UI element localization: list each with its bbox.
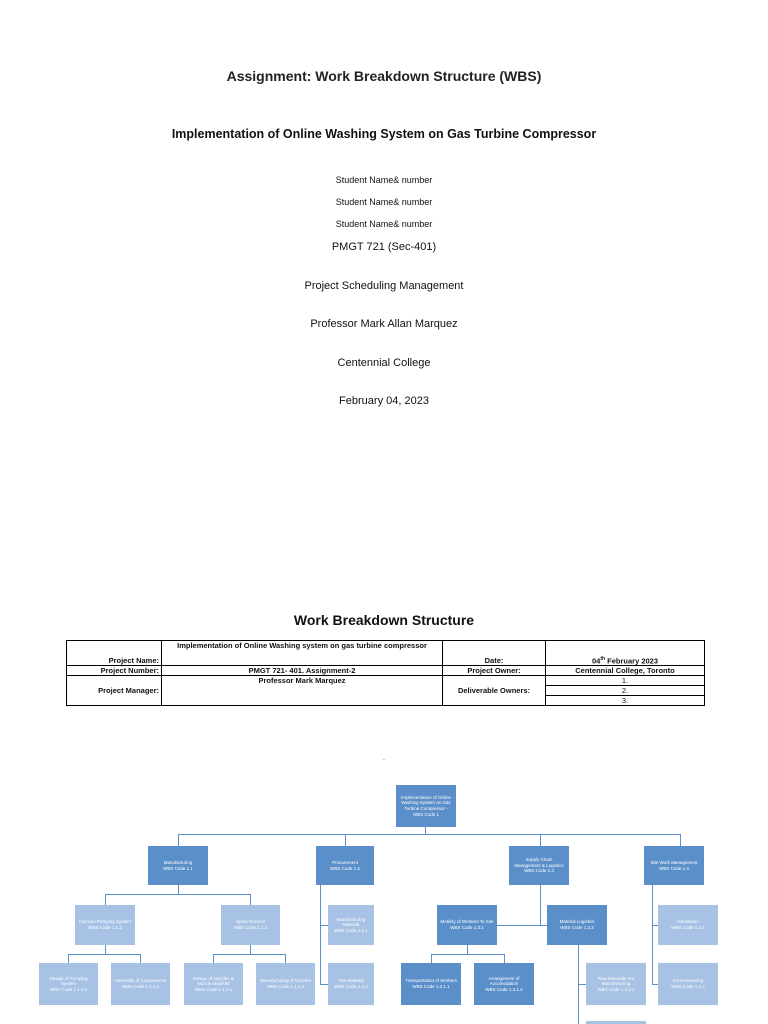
connector: [578, 984, 586, 985]
connector: [345, 834, 346, 846]
wbs-node-1-1: Manufacturing WBS Code 1.1: [148, 846, 208, 885]
project-owner-label: Project Owner:: [443, 666, 546, 676]
project-manager-value: Professor Mark Marquez: [162, 676, 443, 706]
connector: [467, 945, 468, 954]
submission-date: February 04, 2023: [339, 395, 429, 407]
connector: [105, 894, 106, 905]
connector: [320, 984, 328, 985]
wbs-node-1-1-1-2: Assembly of Components WBS Code 1.1.1.2: [111, 963, 170, 1005]
wbs-root-node: Implementation of Online Washing System on Gas Turbine Compressor - WBS Code 1: [396, 785, 456, 827]
connector: [178, 834, 680, 835]
connector: [504, 954, 505, 963]
wbs-node-1-2: Procurement WBS Code 1.2: [316, 846, 374, 885]
connector: [178, 834, 179, 846]
connector: [652, 885, 653, 984]
connector: [285, 954, 286, 963]
project-manager-label: Project Manager:: [67, 676, 162, 706]
wbs-heading: Work Breakdown Structure: [293, 612, 475, 628]
connector: [105, 945, 106, 954]
project-name-value: Implementation of Online Washing system on gas turbine compressor: [162, 641, 443, 666]
connector: [250, 945, 251, 954]
connector: [68, 954, 69, 963]
project-info-table: [66, 640, 705, 706]
connector: [431, 954, 505, 955]
connector: [497, 925, 547, 926]
connector: [680, 834, 681, 846]
wbs-node-1-1-2: Spray Nozzles WBS Code 1.1.2: [221, 905, 280, 945]
wbs-node-1-3-1-1: Transportation of Workers WBS Code 1.3.1.1: [401, 963, 461, 1005]
project-number-value: PMGT 721- 401. Assignment-2: [162, 666, 443, 676]
course-name: Project Scheduling Management: [304, 280, 464, 292]
deliverable-owner-1: 1.: [546, 676, 705, 686]
wbs-node-1-1-2-1: Design of Nozzles & Nozzle Manifold WBS Code 1.1.2.1: [184, 963, 243, 1005]
wbs-node-1-2-1: Manufacturing Material WBS Code 1.2.1: [328, 905, 374, 945]
date-label: Date:: [443, 641, 546, 666]
project-owner-value: Centennial College, Toronto: [546, 666, 705, 676]
connector: [213, 954, 285, 955]
connector: [250, 894, 251, 905]
deliverable-owners-label: Deliverable Owners:: [443, 676, 546, 706]
student-name-1: Student Name& number: [335, 175, 433, 185]
deliverable-owner-2: 2.: [546, 686, 705, 696]
project-number-label: Project Number:: [67, 666, 162, 676]
connector: [431, 954, 432, 963]
wbs-node-1-3: Supply Chain Management & Logistics WBS Code 1.3: [509, 846, 569, 885]
professor-name: Professor Mark Allan Marquez: [310, 318, 458, 330]
connector: [213, 954, 214, 963]
wbs-node-1-3-2: Material Logistics WBS Code 1.3.2: [547, 905, 607, 945]
date-value: 04th February 2023: [546, 641, 705, 666]
connector: [320, 885, 321, 984]
connector: [320, 925, 328, 926]
student-name-2: Student Name& number: [335, 197, 433, 207]
connector: [540, 885, 541, 925]
course-code: PMGT 721 (Sec-401): [331, 241, 437, 253]
deliverable-owner-3: 3.: [546, 696, 705, 706]
wbs-node-1-3-1-2: Arrangement of Accomodation WBS Code 1.3.1.2: [474, 963, 534, 1005]
wbs-node-1-4-2: Commissioning WBS Code 1.4.2: [658, 963, 718, 1005]
wbs-node-1-4-1: Installation WBS Code 1.4.1: [658, 905, 718, 945]
wbs-node-1-4: Site Work Management WBS Code 1.4: [644, 846, 704, 885]
wbs-node-1-2-2: Site Material WBS Code 1.2.2: [328, 963, 374, 1005]
assignment-title: Assignment: Work Breakdown Structure (WBS): [226, 68, 542, 84]
separator-dot: .: [383, 755, 385, 762]
wbs-node-1-1-1: Injection Pumping System WBS Code 1.1.1: [75, 905, 135, 945]
connector: [105, 894, 251, 895]
wbs-node-1-1-1-1: Design of Pumping System WBS Code 1.1.1.1: [39, 963, 98, 1005]
college-name: Centennial College: [337, 357, 431, 369]
connector: [178, 885, 179, 894]
wbs-node-1-3-2-1: Raw Materials For Manufacturing WBS Code 1.3.2.1: [586, 963, 646, 1005]
wbs-node-1-3-1: Mobility of Workers To Site WBS Code 1.3.1: [437, 905, 497, 945]
connector: [140, 954, 141, 963]
wbs-node-1-1-2-2: Manufacturing of Nozzles WBS Code 1.1.2.2: [256, 963, 315, 1005]
connector: [540, 834, 541, 846]
connector: [68, 954, 140, 955]
student-name-3: Student Name& number: [335, 219, 433, 229]
project-name-label: Project Name:: [67, 641, 162, 666]
project-subtitle: Implementation of Online Washing System on Gas Turbine Compressor: [171, 127, 597, 141]
